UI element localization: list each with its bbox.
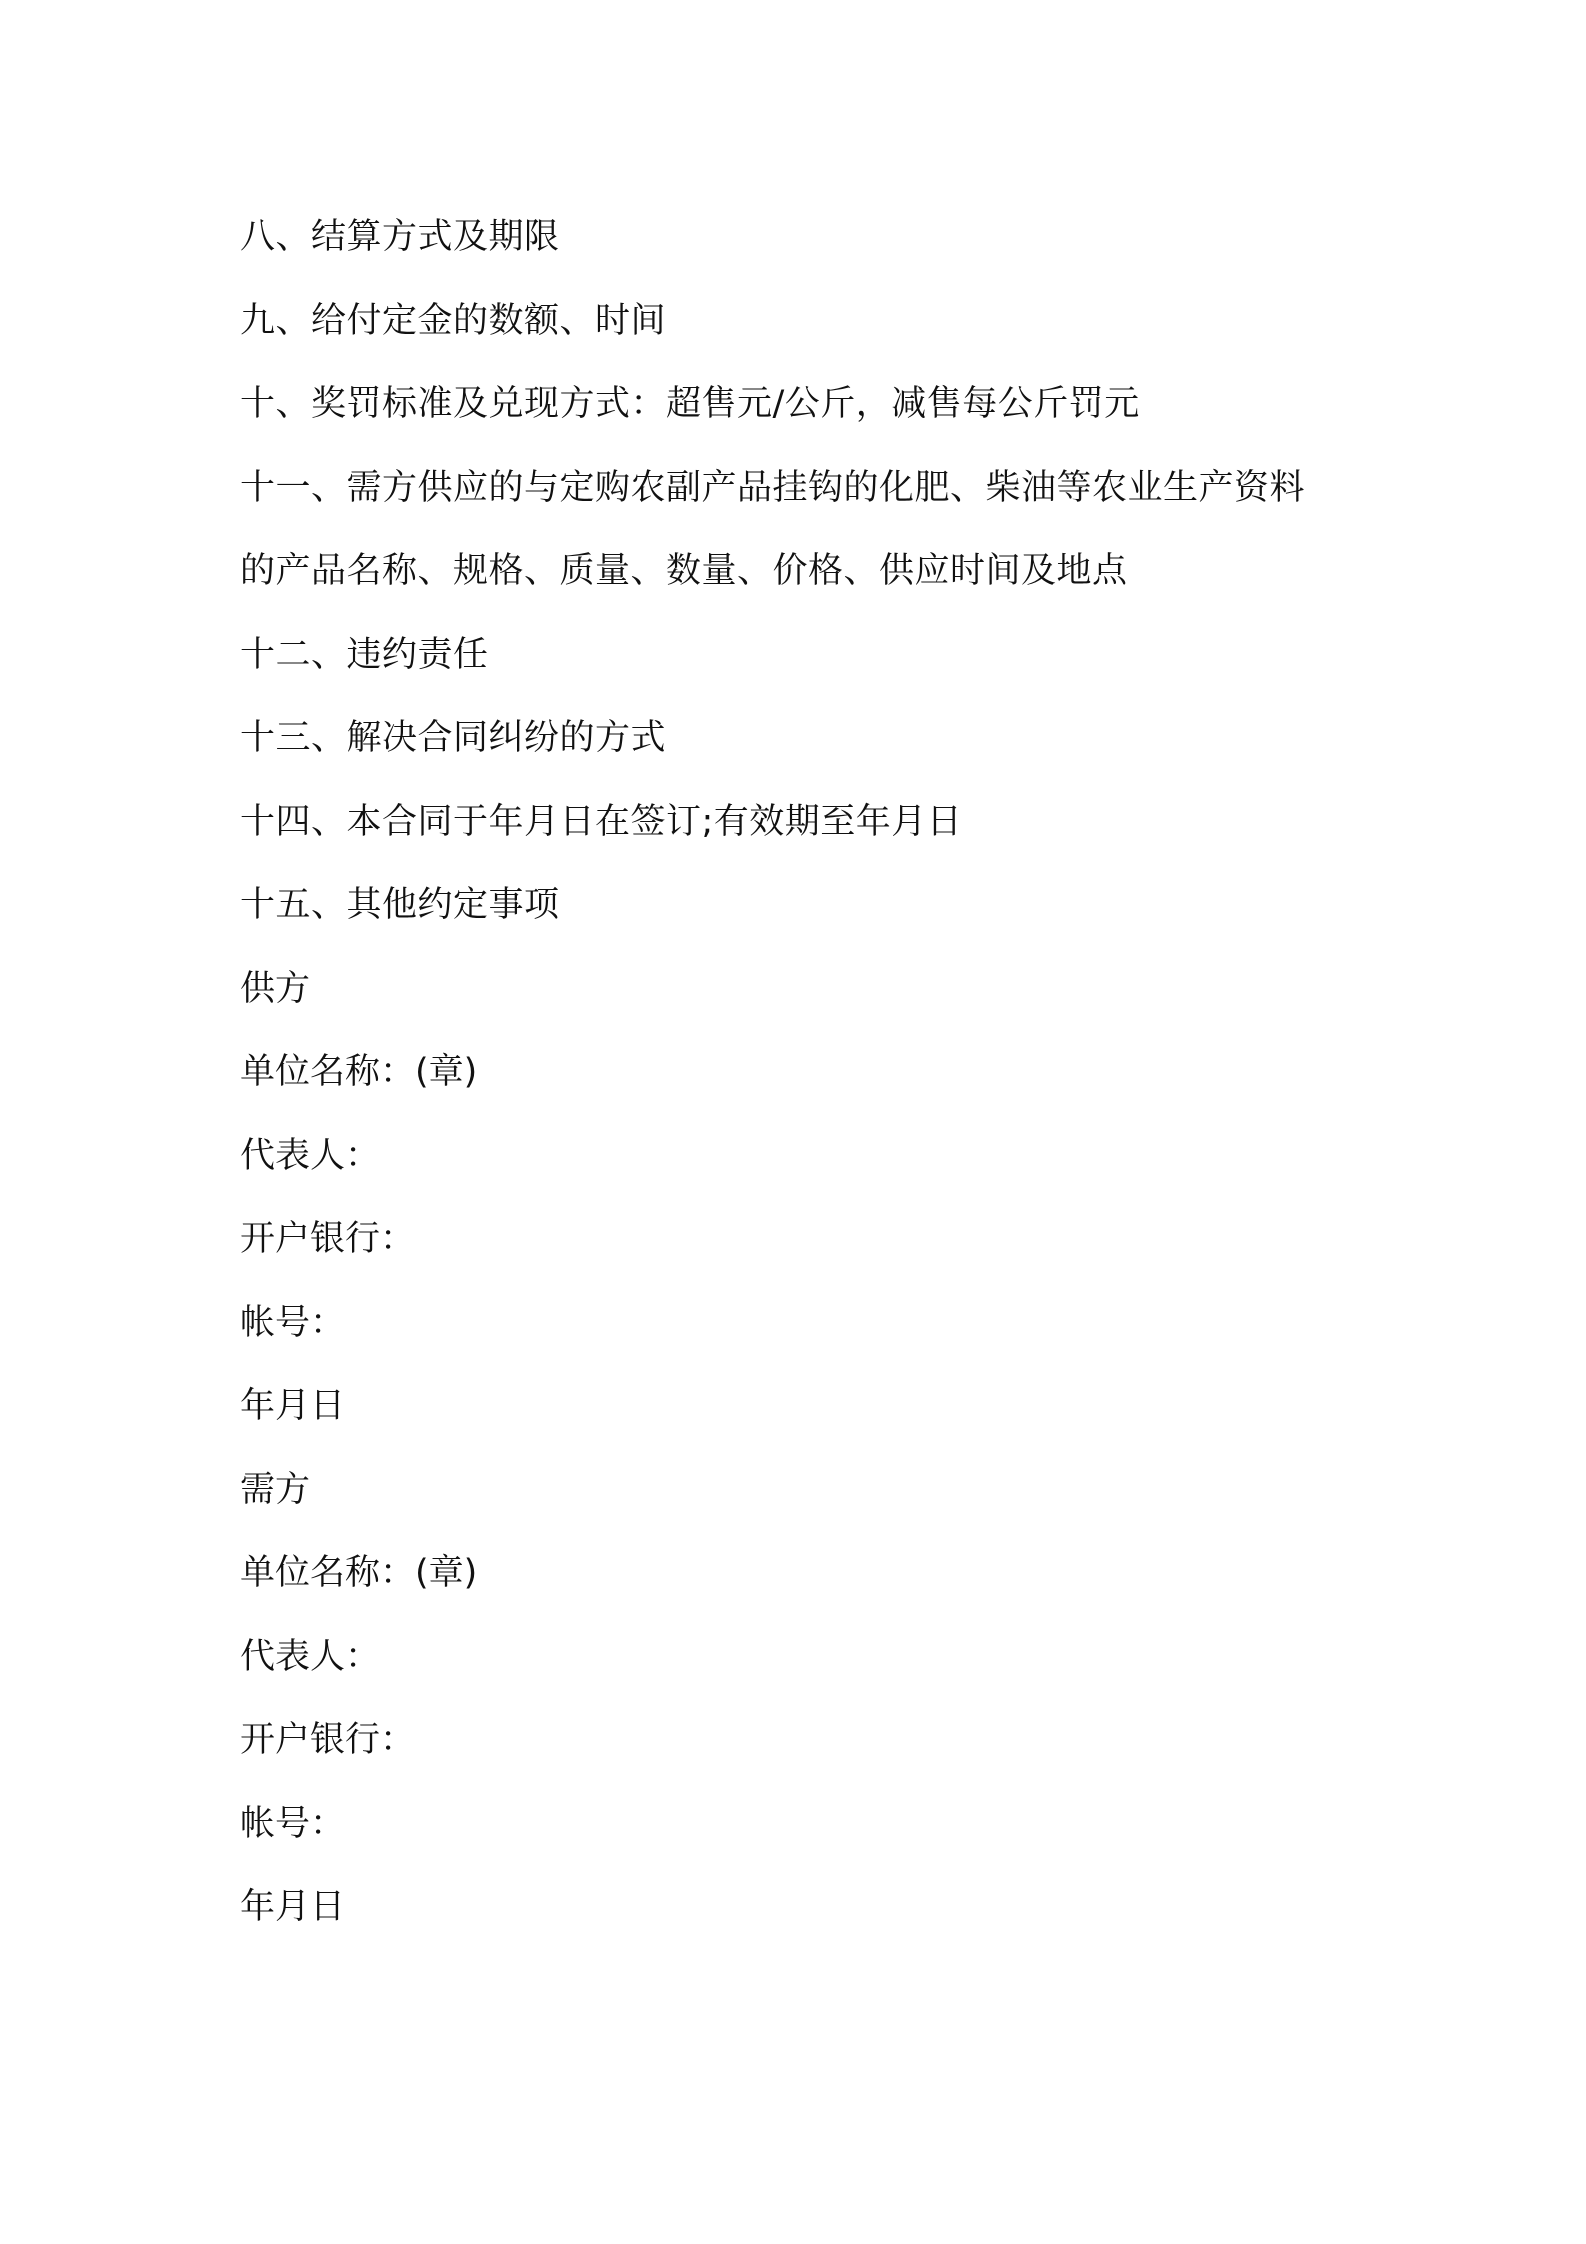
clause-signing-validity: 十四、本合同于年月日在签订;有效期至年月日 (240, 801, 963, 842)
clause-supplies-continued: 的产品名称、规格、质量、数量、价格、供应时间及地点 (240, 551, 1128, 591)
buyer-date: 年月日 (240, 1887, 346, 1927)
clause-rewards-penalties: 十、奖罚标准及兑现方式：超售元/公斤，减售每公斤罚元 (240, 384, 1140, 424)
contract-body (240, 196, 1360, 1950)
clause-deposit: 九、给付定金的数额、时间 (240, 300, 667, 341)
clause-dispute: 十三、解决合同纠纷的方式 (240, 718, 667, 758)
clause-other: 十五、其他约定事项 (240, 885, 560, 925)
clause-liability: 十二、违约责任 (240, 634, 489, 675)
buyer-representative: 代表人： (240, 1636, 381, 1677)
buyer-heading: 需方 (240, 1469, 311, 1510)
supplier-date: 年月日 (240, 1386, 346, 1426)
clause-settlement: 八、结算方式及期限 (240, 217, 560, 257)
buyer-bank: 开户银行： (240, 1720, 416, 1760)
supplier-heading: 供方 (240, 968, 311, 1009)
buyer-account: 帐号： (240, 1803, 346, 1844)
supplier-representative: 代表人： (240, 1135, 381, 1176)
buyer-unit-name: 单位名称：(章) (240, 1553, 478, 1593)
supplier-bank: 开户银行： (240, 1219, 416, 1259)
supplier-signature-block (240, 948, 1360, 1449)
supplier-unit-name: 单位名称：(章) (240, 1052, 478, 1092)
buyer-signature-block (240, 1449, 1360, 1950)
supplier-account: 帐号： (240, 1302, 346, 1343)
clause-supplies: 十一、需方供应的与定购农副产品挂钩的化肥、柴油等农业生产资料 (240, 467, 1306, 508)
